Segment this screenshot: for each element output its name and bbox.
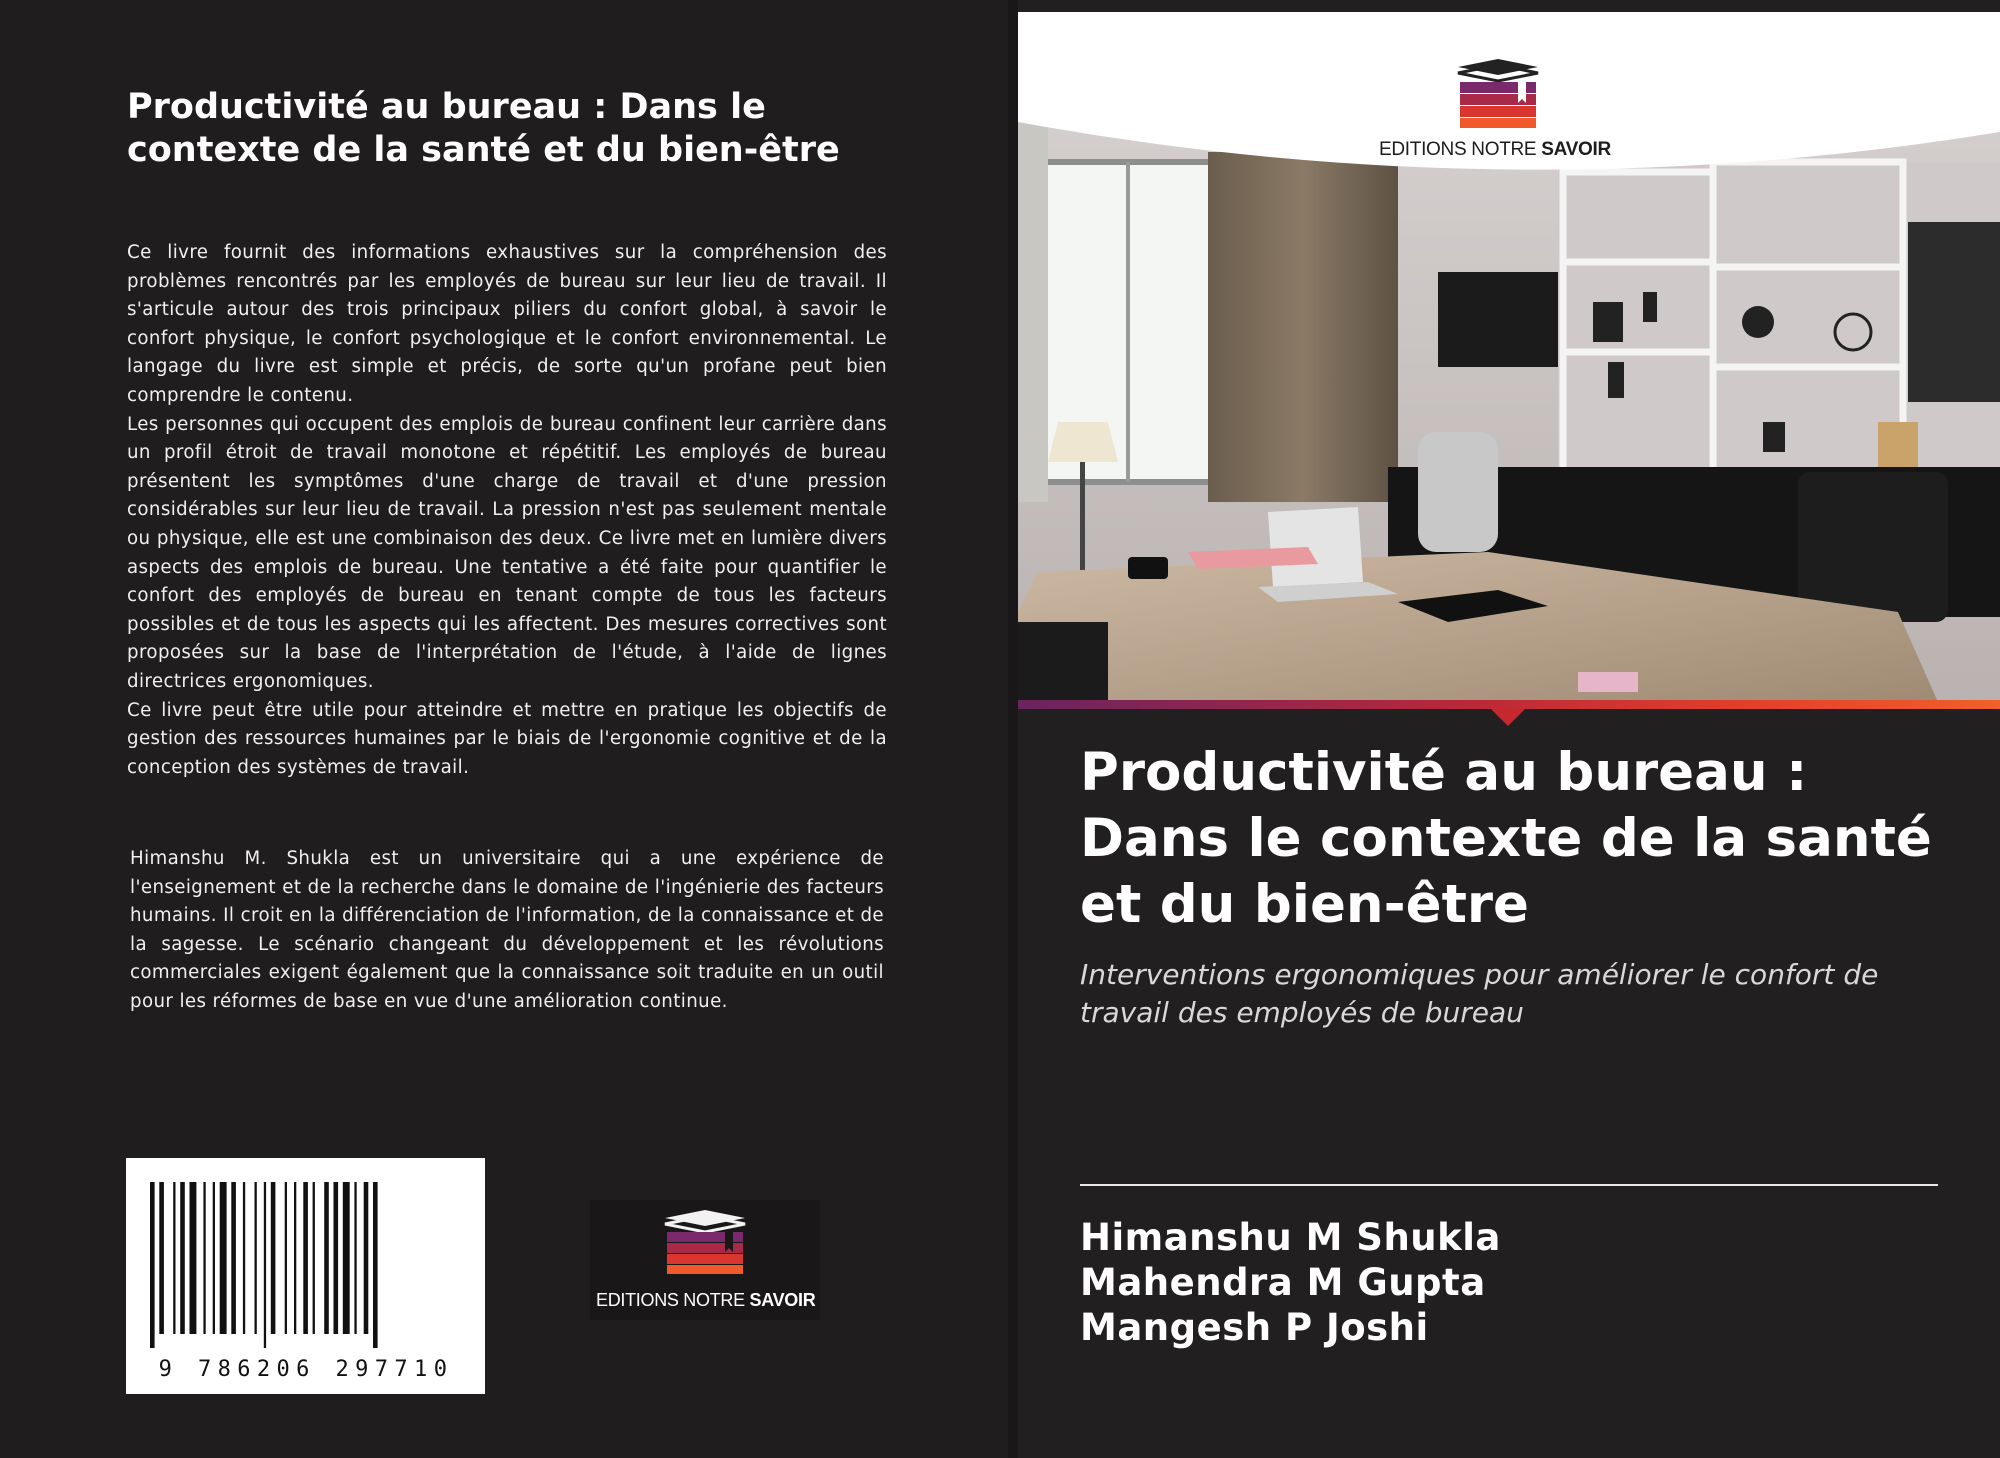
book-spine: [1008, 0, 1018, 1458]
barcode-bar: [231, 1182, 236, 1334]
author-name: Himanshu M Shukla: [1080, 1216, 1501, 1259]
stacked-books-icon: [1448, 57, 1548, 129]
isbn-barcode: [126, 1158, 485, 1394]
barcode-bar: [303, 1182, 308, 1334]
author-name: Mangesh P Joshi: [1080, 1306, 1429, 1349]
barcode-bar: [213, 1182, 215, 1334]
barcode-bar: [343, 1182, 350, 1334]
publisher-name-bold: SAVOIR: [1541, 139, 1611, 160]
barcode-bar: [324, 1182, 329, 1334]
stacked-books-icon: [655, 1208, 755, 1276]
barcode-bar: [150, 1182, 155, 1348]
barcode-bar: [173, 1182, 175, 1334]
front-cover: [1018, 0, 2000, 1458]
front-cover-subtitle: Interventions ergonomiques pour améliorer le confort de travail des employés de bureau: [1080, 958, 1879, 1029]
barcode-bar: [255, 1182, 257, 1334]
isbn-digits: 9 786206 297710: [158, 1357, 454, 1382]
back-cover-blurb: [127, 239, 887, 782]
barcode-bar: [203, 1182, 205, 1334]
front-cover-title: Productivité au bureau : Dans le contexte de la santé et du bien-être: [1080, 742, 1932, 935]
author-bio: Himanshu M. Shukla est un universitaire qui a une expérience de l'enseignement et de la recherche dans le domaine de l'ingénierie des facteurs humains. Il croit en la différenciation de l'information, de la connaissance et de la sagesse. Le scénario changeant du développement et les révolutions commerciales exigent également que la connaissance soit traduite en un outil pour les réformes de base en vue d'une amélioration continue.: [130, 848, 884, 1012]
publisher-name-back: [596, 1290, 815, 1311]
barcode-bar: [180, 1182, 185, 1334]
accent-notch: [1490, 708, 1526, 726]
barcode-bars: [146, 1182, 466, 1348]
barcode-bar: [373, 1182, 378, 1348]
barcode-bar: [243, 1182, 245, 1334]
blurb-paragraph: Ce livre peut être utile pour atteindre et mettre en pratique les objectifs de gestion des ressources humaines par le biais de l'ergonomie cognitive et de la conception des systèmes de travail.: [127, 699, 887, 778]
publisher-logo-back: [590, 1200, 820, 1320]
publisher-name-front: [1379, 139, 1611, 161]
office-photo: [1018, 12, 2000, 702]
blurb-paragraph: Les personnes qui occupent des emplois de bureau confinent leur carrière dans un profil étroit de travail monotone et répétitif. Les employés de bureau présentent les symptômes d'une charge de travail et d'une pression considérables sur leur lieu de travail. La pression n'est pas seulement mentale ou physique, elle est une combinaison des deux. Ce livre met en lumière divers aspects des emplois de bureau. Une tentative a été faite pour quantifier le confort des employés de bureau en tenant compte de tous les facteurs possibles et de tous les aspects qui les affectent. Des mesures correctives sont proposées sur la base de l'interprétation de l'étude, à l'aide de lignes directrices ergonomiques.: [127, 413, 887, 692]
author-name: Mahendra M Gupta: [1080, 1261, 1486, 1304]
author-list: [1080, 1215, 1938, 1350]
barcode-bar: [294, 1182, 296, 1334]
barcode-bar: [285, 1182, 287, 1334]
publisher-name-bold: SAVOIR: [749, 1290, 816, 1310]
barcode-bar: [190, 1182, 197, 1334]
barcode-bar: [354, 1182, 356, 1334]
barcode-bar: [313, 1182, 315, 1334]
barcode-bar: [159, 1182, 164, 1334]
barcode-bar: [271, 1182, 276, 1334]
title-divider: [1080, 1184, 1938, 1186]
barcode-bar: [220, 1182, 227, 1334]
publisher-name-light: EDITIONS NOTRE: [596, 1290, 750, 1310]
barcode-bar: [364, 1182, 369, 1334]
blurb-paragraph: Ce livre fournit des informations exhaustives sur la compréhension des problèmes rencontrés par les employés de bureau sur leur lieu de travail. Il s'articule autour des trois principaux piliers du confort global, à savoir le confort physique, le confort psychologique et le confort environnemental. Le langage du livre est simple et précis, de sorte qu'un profane peut bien comprendre le contenu.: [127, 242, 887, 406]
barcode-bar: [334, 1182, 339, 1334]
publisher-name-light: EDITIONS NOTRE: [1379, 139, 1542, 160]
barcode-bar: [264, 1182, 266, 1348]
back-cover-title: Productivité au bureau : Dans le contexte de la santé et du bien-être: [127, 87, 840, 170]
